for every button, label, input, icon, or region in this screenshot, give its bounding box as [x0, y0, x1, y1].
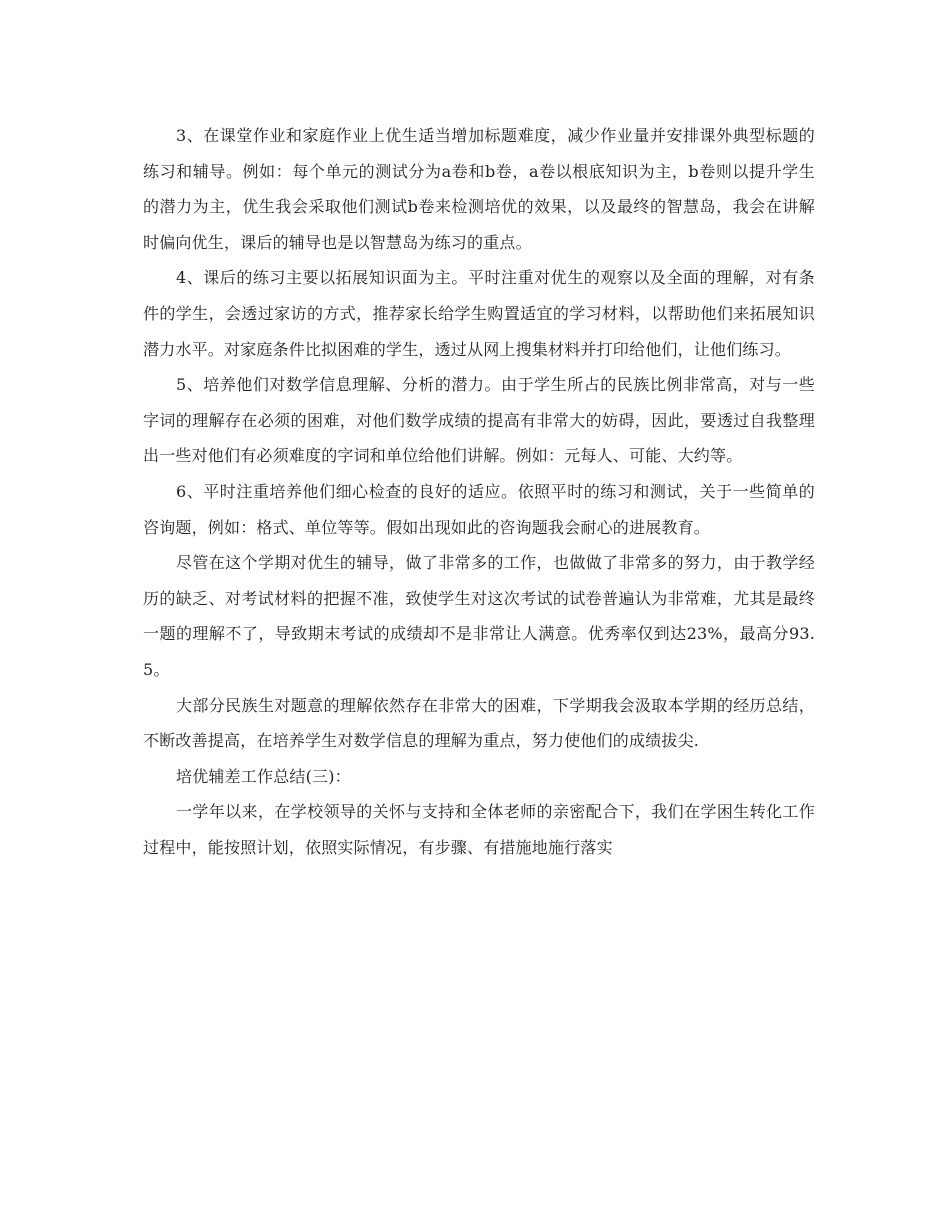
paragraph-item-4: 4、课后的练习主要以拓展知识面为主。平时注重对优生的观察以及全面的理解，对有条件的学生，会透过家访的方式，推荐家长给学生购置适宜的学习材料，以帮助他们来拓展知识潜力水平。对家庭条件比拟困难的学生，透过从网上搜集材料并打印给他们，让他们练习。 — [143, 268, 815, 359]
paragraph-item-3: 3、在课堂作业和家庭作业上优生适当增加标题难度，减少作业量并安排课外典型标题的练习和辅导。例如：每个单元的测试分为a卷和b卷，a卷以根底知识为主，b卷则以提升学生的潜力为主，优生我会采取他们测试b卷来检测培优的效果，以及最终的智慧岛，我会在讲解时偏向优生，课后的辅导也是以智慧岛为练习的重点。 — [143, 126, 815, 252]
paragraph-item-6: 6、平时注重培养他们细心检查的良好的适应。依照平时的练习和测试，关于一些简单的咨询题，例如：格式、单位等等。假如出现如此的咨询题我会耐心的进展教育。 — [143, 481, 815, 537]
paragraph-summary-2: 大部分民族生对题意的理解依然存在非常大的困难，下学期我会汲取本学期的经历总结，不断改善提高，在培养学生对数学信息的理解为重点，努力使他们的成绩拔尖. — [143, 695, 815, 751]
paragraph-intro: 一学年以来，在学校领导的关怀与支持和全体老师的亲密配合下，我们在学困生转化工作过程中，能按照计划，依照实际情况，有步骤、有措施地施行落实 — [143, 802, 815, 857]
paragraph-item-5: 5、培养他们对数学信息理解、分析的潜力。由于学生所占的民族比例非常高，对与一些字词的理解存在必须的困难，对他们数学成绩的提高有非常大的妨碍，因此，要透过自我整理出一些对他们有必须难度的字词和单位给他们讲解。例如：元每人、可能、大约等。 — [143, 375, 815, 466]
section-heading: 培优辅差工作总结(三)： — [176, 766, 351, 786]
document-page — [143, 118, 815, 865]
paragraph-summary-1: 尽管在这个学期对优生的辅导，做了非常多的工作，也做做了非常多的努力，由于教学经历的缺乏、对考试材料的把握不准，致使学生对这次考试的试卷普遍认为非常难，尤其是最终一题的理解不了，导致期末考试的成绩却不是非常让人满意。优秀率仅到达23%，最高分93.5。 — [143, 553, 815, 679]
